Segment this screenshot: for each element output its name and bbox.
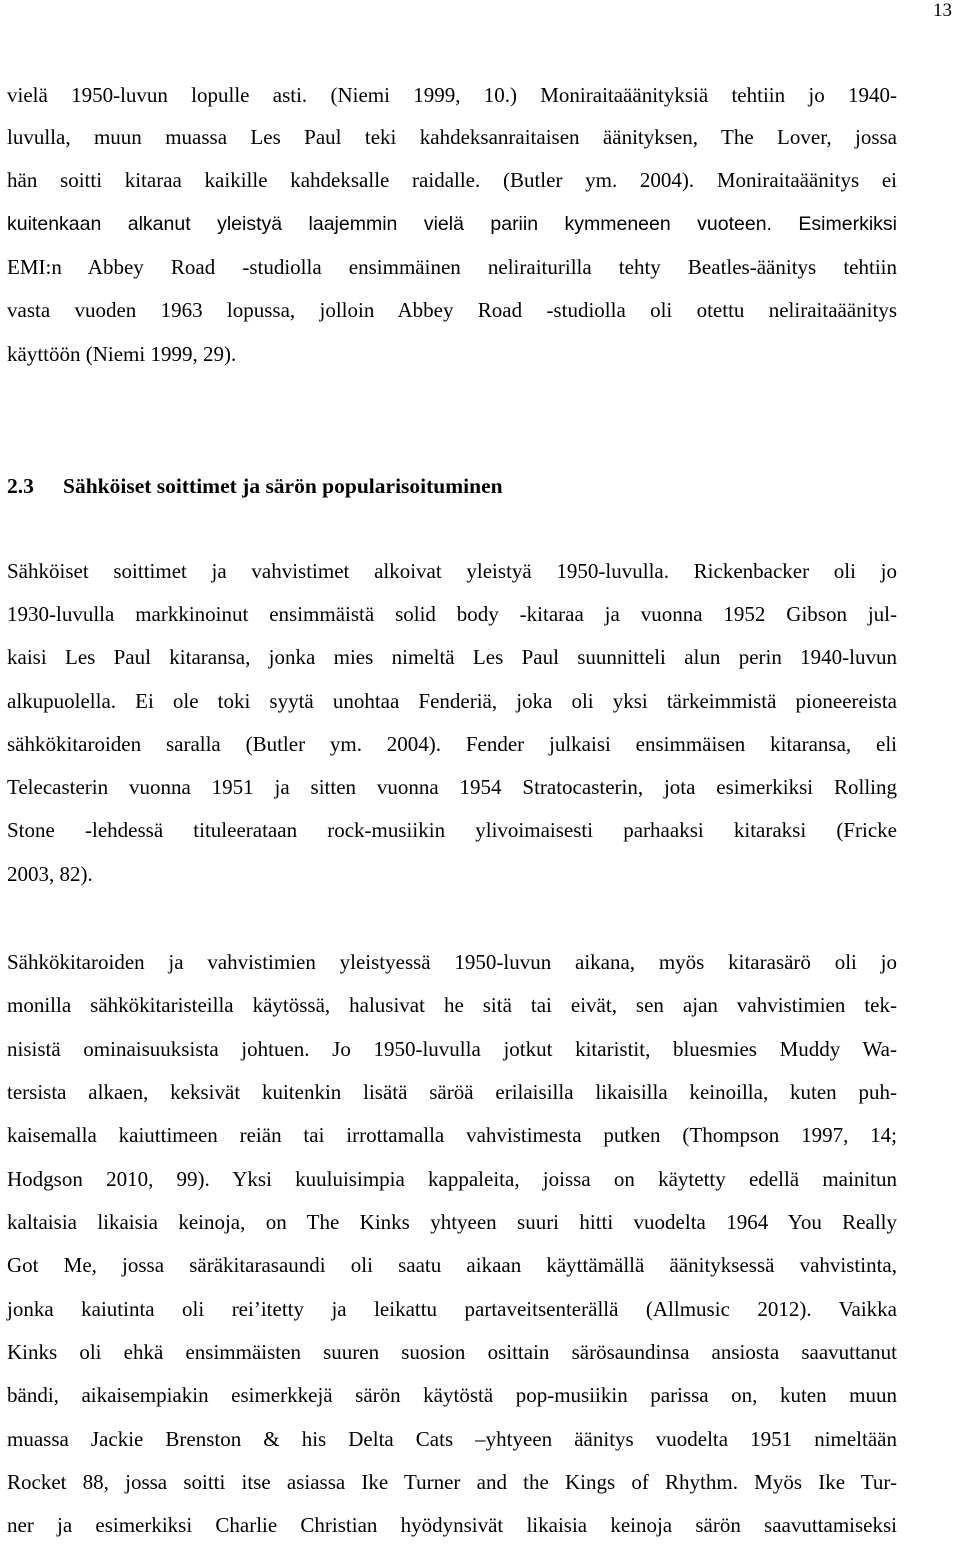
text-line: Rocket 88, jossa soitti itse asiassa Ike Turner and the Kings of Rhythm. Myös Ike Tur- <box>7 1470 897 1494</box>
text-line: 1930-luvulla markkinoinut ensimmäistä solid body -kitaraa ja vuonna 1952 Gibson jul- <box>7 602 897 626</box>
text-line: Telecasterin vuonna 1951 ja sitten vuonna 1954 Stratocasterin, jota esimerkiksi Rolling <box>7 775 897 799</box>
text-line: sähkökitaroiden saralla (Butler ym. 2004). Fender julkaisi ensimmäisen kitaransa, eli <box>7 732 897 756</box>
text-line: jonka kaiutinta oli rei’itetty ja leikattu partaveitsenterällä (Allmusic 2012). Vaikka <box>7 1297 897 1321</box>
text-line: ner ja esimerkiksi Charlie Christian hyödynsivät likaisia keinoja särön saavuttamiseksi <box>7 1513 897 1537</box>
section-heading <box>7 471 503 501</box>
text-line: 2003, 82). <box>7 862 93 886</box>
text-line: bändi, aikaisempiakin esimerkkejä särön käytöstä pop-musiikin parissa on, kuten muun <box>7 1383 897 1407</box>
text-line: kaisemalla kaiuttimeen reiän tai irrottamalla vahvistimesta putken (Thompson 1997, 14; <box>7 1123 897 1147</box>
text-line: Sähköiset soittimet ja vahvistimet alkoivat yleistyä 1950-luvulla. Rickenbacker oli jo <box>7 559 897 583</box>
text-line: tersista alkaen, keksivät kuitenkin lisätä säröä erilaisilla likaisilla keinoilla, kuten puh- <box>7 1080 897 1104</box>
text-line: käyttöön (Niemi 1999, 29). <box>7 342 237 366</box>
text-line: monilla sähkökitaristeilla käytössä, halusivat he sitä tai eivät, sen ajan vahvistimien tek- <box>7 993 897 1017</box>
text-line: Got Me, jossa säräkitarasaundi oli saatu aikaan käyttämällä äänityksessä vahvistinta, <box>7 1253 897 1277</box>
text-line: kuitenkaan alkanut yleistyä laajemmin vielä pariin kymmeneen vuoteen. Esimerkiksi <box>7 213 897 235</box>
text-line: Stone -lehdessä tituleerataan rock-musiikin ylivoimaisesti parhaaksi kitaraksi (Fricke <box>7 818 897 842</box>
section-title: Sähköiset soittimet ja särön popularisoituminen <box>63 474 503 498</box>
text-line: alkupuolella. Ei ole toki syytä unohtaa Fenderiä, joka oli yksi tärkeimmistä pioneereista <box>7 689 897 713</box>
text-line: kaisi Les Paul kitaransa, jonka mies nimeltä Les Paul suunnitteli alun perin 1940-luvun <box>7 645 897 669</box>
text-line: nisistä ominaisuuksista johtuen. Jo 1950-luvulla jotkut kitaristit, bluesmies Muddy Wa- <box>7 1037 897 1061</box>
text-line: Hodgson 2010, 99). Yksi kuuluisimpia kappaleita, joissa on käytetty edellä mainitun <box>7 1167 897 1191</box>
text-line: luvulla, muun muassa Les Paul teki kahdeksanraitaisen äänityksen, The Lover, jossa <box>7 125 897 149</box>
text-line: EMI:n Abbey Road -studiolla ensimmäinen neliraiturilla tehty Beatles-äänitys tehtiin <box>7 255 897 279</box>
text-line: muassa Jackie Brenston & his Delta Cats –yhtyeen äänitys vuodelta 1951 nimeltään <box>7 1427 897 1451</box>
text-line: kaltaisia likaisia keinoja, on The Kinks yhtyeen suuri hitti vuodelta 1964 You Really <box>7 1210 897 1234</box>
text-line: hän soitti kitaraa kaikille kahdeksalle raidalle. (Butler ym. 2004). Moniraitaäänitys ei <box>7 168 897 192</box>
page-number: 13 <box>933 0 952 21</box>
text-line: vasta vuoden 1963 lopussa, jolloin Abbey Road -studiolla oli otettu neliraitaäänitys <box>7 298 897 322</box>
text-line: Kinks oli ehkä ensimmäisten suuren suosion osittain särösaundinsa ansiosta saavuttanut <box>7 1340 897 1364</box>
text-line: Sähkökitaroiden ja vahvistimien yleistyessä 1950-luvun aikana, myös kitarasärö oli jo <box>7 950 897 974</box>
section-number: 2.3 <box>7 474 34 498</box>
text-line: vielä 1950-luvun lopulle asti. (Niemi 1999, 10.) Moniraitaäänityksiä tehtiin jo 1940- <box>7 83 897 107</box>
